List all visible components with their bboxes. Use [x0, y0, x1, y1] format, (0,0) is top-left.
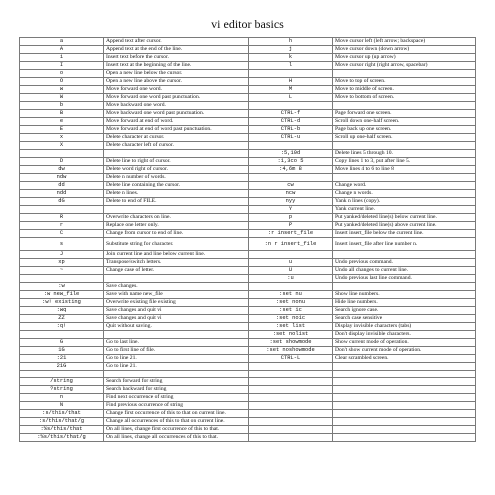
command-key-left: A — [20, 46, 104, 54]
table-row — [20, 394, 476, 402]
table-row — [20, 315, 476, 323]
command-desc-left: On all lines, change first occurrence of this to that. — [104, 426, 249, 434]
command-key-left — [20, 150, 104, 158]
command-key-right — [249, 378, 333, 386]
command-desc-right: Hide line numbers. — [333, 299, 476, 307]
command-key-right — [249, 251, 333, 259]
command-desc-right: Move lines 4 to 6 to line 8 — [333, 166, 476, 174]
command-desc-right: Put yanked/deleted line(s) above current line. — [333, 222, 476, 230]
command-desc-left: Delete n number of words. — [104, 174, 249, 182]
command-key-right — [249, 371, 333, 378]
command-desc-left: Substitute string for character. — [104, 238, 249, 251]
command-desc-left: Change from cursor to end of line. — [104, 230, 249, 238]
table-row — [20, 102, 476, 110]
command-desc-right — [333, 174, 476, 182]
command-key-right — [249, 418, 333, 426]
command-desc-right: Move to bottom of screen. — [333, 94, 476, 102]
command-key-right: l — [249, 62, 333, 70]
command-key-right: :set showmode — [249, 339, 333, 347]
command-desc-left: Overwrite characters on line. — [104, 214, 249, 222]
command-key-left: B — [20, 110, 104, 118]
command-key-left: J — [20, 251, 104, 259]
command-key-right: L — [249, 94, 333, 102]
command-key-left: ~ — [20, 267, 104, 275]
command-key-left: :wq — [20, 307, 104, 315]
table-row — [20, 214, 476, 222]
command-desc-left: Save changes and quit vi — [104, 315, 249, 323]
command-desc-left — [104, 150, 249, 158]
command-key-left: 1G — [20, 347, 104, 355]
table-row — [20, 134, 476, 142]
command-desc-right — [333, 251, 476, 259]
table-row — [20, 386, 476, 394]
command-key-left: b — [20, 102, 104, 110]
command-desc-right — [333, 102, 476, 110]
command-desc-left: Move forward one word past punctuation. — [104, 94, 249, 102]
command-key-right: :set ic — [249, 307, 333, 315]
table-row — [20, 331, 476, 339]
command-desc-right: Move to middle of screen. — [333, 86, 476, 94]
command-desc-left: Find next occurrence of string — [104, 394, 249, 402]
command-key-left: o — [20, 70, 104, 78]
command-key-left — [20, 275, 104, 283]
command-key-left: 21G — [20, 363, 104, 371]
command-key-right: p — [249, 214, 333, 222]
table-row — [20, 158, 476, 166]
command-desc-left: Change first occurrence of this to that on current line. — [104, 410, 249, 418]
table-row — [20, 142, 476, 150]
table-row — [20, 54, 476, 62]
table-row — [20, 323, 476, 331]
table-row — [20, 174, 476, 182]
command-key-right — [249, 394, 333, 402]
command-desc-right — [333, 386, 476, 394]
table-row — [20, 267, 476, 275]
table-row — [20, 259, 476, 267]
table-row — [20, 190, 476, 198]
table-row — [20, 222, 476, 230]
command-desc-right — [333, 371, 476, 378]
command-desc-right: Move cursor right (right arrow, spacebar) — [333, 62, 476, 70]
command-desc-right: Insert insert_file below the current line. — [333, 230, 476, 238]
command-key-right — [249, 363, 333, 371]
command-desc-left: Open a new line above the cursor. — [104, 78, 249, 86]
table-row — [20, 434, 476, 442]
command-desc-right: Move cursor left (left arrow; backspace) — [333, 38, 476, 46]
command-key-left: W — [20, 94, 104, 102]
page-title: vi editor basics — [211, 17, 284, 31]
command-desc-left: Change case of letter. — [104, 267, 249, 275]
command-key-right: CTRL-u — [249, 134, 333, 142]
command-desc-right — [333, 378, 476, 386]
command-key-left: E — [20, 126, 104, 134]
command-key-left — [20, 331, 104, 339]
command-desc-right: Scroll down one-half screen. — [333, 118, 476, 126]
command-desc-left: Delete line containing the cursor. — [104, 182, 249, 190]
command-desc-left: Go to last line. — [104, 339, 249, 347]
command-key-right: U — [249, 267, 333, 275]
command-desc-left: Insert text at the beginning of the line. — [104, 62, 249, 70]
table-row — [20, 38, 476, 46]
command-key-left: R — [20, 214, 104, 222]
command-desc-left: Delete word right of cursor. — [104, 166, 249, 174]
command-key-right — [249, 283, 333, 291]
command-desc-left: Move backward one word past punctuation. — [104, 110, 249, 118]
command-key-left: dd — [20, 182, 104, 190]
command-desc-right: Move cursor up (up arrow) — [333, 54, 476, 62]
command-desc-left: Overwrite existing file existing — [104, 299, 249, 307]
command-key-left: C — [20, 230, 104, 238]
command-desc-left: Move backward one word. — [104, 102, 249, 110]
command-desc-right: Yank n lines (copy). — [333, 198, 476, 206]
table-row — [20, 402, 476, 410]
table-row — [20, 275, 476, 283]
command-desc-left: Replace one letter only. — [104, 222, 249, 230]
command-key-left: :q! — [20, 323, 104, 331]
table-row — [20, 70, 476, 78]
command-key-left: i — [20, 54, 104, 62]
command-desc-left: Save changes and quit vi — [104, 307, 249, 315]
command-desc-left: Delete n lines. — [104, 190, 249, 198]
command-desc-left: On all lines, change all occurrences of this to that. — [104, 434, 249, 442]
command-key-right — [249, 174, 333, 182]
table-row — [20, 86, 476, 94]
command-key-right: :4,6m 8 — [249, 166, 333, 174]
command-key-left: r — [20, 222, 104, 230]
command-key-right — [249, 426, 333, 434]
command-key-right: :1,3co 5 — [249, 158, 333, 166]
command-key-right: :5,10d — [249, 150, 333, 158]
table-row — [20, 206, 476, 214]
command-key-right: M — [249, 86, 333, 94]
command-key-right: nyy — [249, 198, 333, 206]
command-key-left: s — [20, 238, 104, 251]
command-desc-left: Save with name new_file — [104, 291, 249, 299]
command-desc-left: Search backward for string — [104, 386, 249, 394]
table-row — [20, 230, 476, 238]
command-key-right: :u — [249, 275, 333, 283]
command-desc-right — [333, 402, 476, 410]
command-desc-left: Open a new line below the cursor. — [104, 70, 249, 78]
command-key-left — [20, 206, 104, 214]
command-desc-right: Change word. — [333, 182, 476, 190]
command-desc-right: Clear scrambled screen. — [333, 355, 476, 363]
command-desc-right: Page back up one screen. — [333, 126, 476, 134]
command-key-left: :%s/this/that — [20, 426, 104, 434]
command-key-left: :s/this/that — [20, 410, 104, 418]
command-key-left: :21 — [20, 355, 104, 363]
command-key-right — [249, 402, 333, 410]
command-table — [19, 37, 476, 442]
command-key-right: :set list — [249, 323, 333, 331]
command-key-left: :%s/this/that/g — [20, 434, 104, 442]
table-row — [20, 363, 476, 371]
command-key-left: :w new_file — [20, 291, 104, 299]
command-key-left: G — [20, 339, 104, 347]
command-key-right: :set noic — [249, 315, 333, 323]
table-row — [20, 251, 476, 259]
command-desc-right: Move cursor down (down arrow) — [333, 46, 476, 54]
command-key-right: :set nonu — [249, 299, 333, 307]
command-desc-right: Put yanked/deleted line(s) below current line. — [333, 214, 476, 222]
command-key-right: CTRL-b — [249, 126, 333, 134]
table-row — [20, 339, 476, 347]
command-key-right: cw — [249, 182, 333, 190]
command-desc-right: Don't display invisible characters. — [333, 331, 476, 339]
command-desc-right: Delete lines 5 through 10. — [333, 150, 476, 158]
command-key-left: ?string — [20, 386, 104, 394]
command-desc-right: Search ignore case. — [333, 307, 476, 315]
command-desc-right — [333, 418, 476, 426]
command-desc-left: Move forward at end of word. — [104, 118, 249, 126]
command-key-left: I — [20, 62, 104, 70]
command-desc-right: Display invisible characters (tabs) — [333, 323, 476, 331]
command-key-left: w — [20, 86, 104, 94]
command-key-right: CTRL-f — [249, 110, 333, 118]
command-key-left: D — [20, 158, 104, 166]
command-desc-left: Go to line 21. — [104, 363, 249, 371]
command-key-right: :r insert_file — [249, 230, 333, 238]
table-row — [20, 291, 476, 299]
command-key-right: :set nolist — [249, 331, 333, 339]
command-key-left: e — [20, 118, 104, 126]
command-desc-right — [333, 426, 476, 434]
command-desc-right — [333, 70, 476, 78]
command-key-right — [249, 410, 333, 418]
command-key-left: :w! existing — [20, 299, 104, 307]
command-desc-left: Delete line to right of cursor. — [104, 158, 249, 166]
table-row — [20, 307, 476, 315]
command-key-left — [20, 371, 104, 378]
table-row — [20, 347, 476, 355]
command-key-right: Y — [249, 206, 333, 214]
command-key-right — [249, 386, 333, 394]
table-row — [20, 126, 476, 134]
command-desc-left: Go to first line of file. — [104, 347, 249, 355]
command-key-left: N — [20, 402, 104, 410]
command-desc-left: Find previous occurrence of string — [104, 402, 249, 410]
command-key-right — [249, 70, 333, 78]
command-desc-right: Copy lines 1 to 3, put after line 5. — [333, 158, 476, 166]
command-key-left: X — [20, 142, 104, 150]
command-desc-left — [104, 206, 249, 214]
command-desc-left: Save changes. — [104, 283, 249, 291]
command-key-left: n — [20, 394, 104, 402]
command-desc-left: Delete character left of cursor. — [104, 142, 249, 150]
command-desc-left — [104, 331, 249, 339]
command-key-right: CTRL-L — [249, 355, 333, 363]
table-row — [20, 110, 476, 118]
table-row — [20, 94, 476, 102]
command-desc-left — [104, 275, 249, 283]
table-row — [20, 46, 476, 54]
table-row — [20, 62, 476, 70]
command-key-right: :n r insert_file — [249, 238, 333, 251]
command-key-left: dw — [20, 166, 104, 174]
table-row — [20, 371, 476, 378]
table-row — [20, 78, 476, 86]
table-row — [20, 118, 476, 126]
table-row — [20, 166, 476, 174]
command-desc-right — [333, 283, 476, 291]
command-desc-left: Transpose/switch letters. — [104, 259, 249, 267]
command-desc-right: Move to top of screen. — [333, 78, 476, 86]
command-key-right: H — [249, 78, 333, 86]
command-key-left: xp — [20, 259, 104, 267]
command-desc-right — [333, 434, 476, 442]
table-row — [20, 410, 476, 418]
table-row — [20, 378, 476, 386]
command-key-right: k — [249, 54, 333, 62]
command-desc-left: Join current line and line below current line. — [104, 251, 249, 259]
command-desc-right: Undo all changes to current line. — [333, 267, 476, 275]
table-row — [20, 426, 476, 434]
command-desc-right: Yank current line. — [333, 206, 476, 214]
command-key-left: ZZ — [20, 315, 104, 323]
table-row — [20, 238, 476, 251]
command-key-right: h — [249, 38, 333, 46]
table-row — [20, 299, 476, 307]
command-desc-right: Show line numbers. — [333, 291, 476, 299]
command-key-left: :w — [20, 283, 104, 291]
command-desc-right: Undo previous command. — [333, 259, 476, 267]
command-key-right: ncw — [249, 190, 333, 198]
command-key-left: /string — [20, 378, 104, 386]
command-desc-left: Delete character at cursor. — [104, 134, 249, 142]
command-desc-right: Search case sensitive — [333, 315, 476, 323]
command-desc-right: Change n words. — [333, 190, 476, 198]
command-desc-left: Change all occurrences of this to that on current line. — [104, 418, 249, 426]
command-desc-left: Delete to end of FILE. — [104, 198, 249, 206]
command-desc-left — [104, 371, 249, 378]
command-desc-left: Move forward one word. — [104, 86, 249, 94]
command-key-right: CTRL-d — [249, 118, 333, 126]
command-key-right: :set noshowmode — [249, 347, 333, 355]
table-row — [20, 182, 476, 190]
command-desc-right: Undo previous last line command. — [333, 275, 476, 283]
command-desc-left: Search forward for string — [104, 378, 249, 386]
command-desc-right — [333, 394, 476, 402]
command-key-right: P — [249, 222, 333, 230]
command-key-left: a — [20, 38, 104, 46]
command-key-left: :s/this/that/g — [20, 418, 104, 426]
command-desc-right — [333, 410, 476, 418]
table-row — [20, 283, 476, 291]
command-key-left: ndd — [20, 190, 104, 198]
command-key-left: ndw — [20, 174, 104, 182]
command-desc-left: Insert text before the cursor. — [104, 54, 249, 62]
command-table-body — [20, 38, 476, 442]
command-desc-right: Insert insert_file after line number n. — [333, 238, 476, 251]
command-key-right: :set nu — [249, 291, 333, 299]
command-desc-right — [333, 363, 476, 371]
command-desc-left: Move forward at end of word past punctuation. — [104, 126, 249, 134]
command-desc-left: Quit without saving. — [104, 323, 249, 331]
command-desc-right: Don't show current mode of operation. — [333, 347, 476, 355]
command-key-right — [249, 102, 333, 110]
command-desc-left: Append text at the end of the line. — [104, 46, 249, 54]
table-row — [20, 150, 476, 158]
command-desc-right: Page forward one screen. — [333, 110, 476, 118]
command-desc-left: Go to line 21. — [104, 355, 249, 363]
command-key-left: x — [20, 134, 104, 142]
command-desc-right: Show current mode of operation. — [333, 339, 476, 347]
command-key-right — [249, 434, 333, 442]
command-key-left: dG — [20, 198, 104, 206]
command-desc-left: Append text after cursor. — [104, 38, 249, 46]
command-key-right — [249, 142, 333, 150]
table-row — [20, 198, 476, 206]
command-key-right: j — [249, 46, 333, 54]
command-key-right: u — [249, 259, 333, 267]
command-desc-right — [333, 142, 476, 150]
table-row — [20, 355, 476, 363]
command-desc-right: Scroll up one-half screen. — [333, 134, 476, 142]
table-row — [20, 418, 476, 426]
command-key-left: O — [20, 78, 104, 86]
